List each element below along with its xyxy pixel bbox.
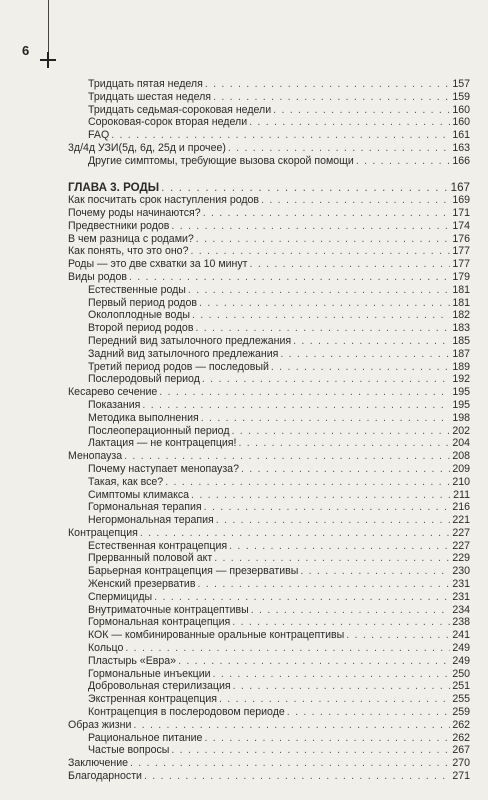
toc-entry-title: Гормональные инъекции — [88, 667, 211, 680]
toc-entry-title: Предвестники родов — [68, 219, 170, 232]
toc-entry — [68, 578, 470, 591]
dot-leader — [142, 399, 450, 412]
toc-entry-page: 216 — [452, 501, 470, 514]
toc-entry-page: 177 — [452, 258, 470, 271]
toc-entry-title: Передний вид затылочного предлежания — [88, 334, 292, 347]
dot-leader — [251, 604, 450, 617]
toc-entry-page: 159 — [452, 90, 470, 103]
dot-leader — [202, 373, 450, 386]
dot-leader — [197, 578, 450, 591]
toc-entry-title: Спермициды — [88, 590, 153, 603]
toc-entry — [68, 284, 470, 297]
toc-entry-page: 204 — [452, 437, 470, 450]
toc-entry — [68, 142, 470, 155]
toc-entry-title: Третий период родов — последовый — [88, 360, 269, 373]
toc-entry-title: Симптомы климакса — [88, 488, 190, 501]
dot-leader — [250, 258, 450, 271]
toc-entry — [68, 271, 470, 284]
toc-entry-title: Частые вопросы — [88, 744, 170, 757]
toc-entry-page: 227 — [452, 526, 470, 539]
toc-entry-page: 241 — [452, 629, 470, 642]
toc-entry-page: 249 — [452, 654, 470, 667]
toc-entry — [68, 297, 470, 310]
dot-leader — [154, 591, 450, 604]
toc-entry-title: Методика выполнения — [88, 411, 199, 424]
toc-entry-title: Такая, как все? — [88, 475, 164, 488]
toc-entry — [68, 757, 470, 770]
toc-entry-title: Экстренная контрацепция — [88, 693, 218, 706]
toc-entry-title: Рациональное питание — [88, 731, 203, 744]
dot-leader — [233, 680, 450, 693]
toc-entry — [68, 616, 470, 629]
toc-entry-title: Кольцо — [88, 642, 124, 655]
toc-entry — [68, 591, 470, 604]
toc-entry-title: Второй период родов — [88, 322, 194, 335]
dot-leader — [204, 732, 450, 745]
dot-leader — [124, 450, 450, 463]
toc-entry-page: 231 — [452, 590, 470, 603]
dot-leader — [280, 348, 450, 361]
dot-leader — [216, 514, 450, 527]
toc-entry-page: 255 — [452, 693, 470, 706]
toc-entry — [68, 501, 470, 514]
toc-entry — [68, 527, 470, 540]
toc-entry-page: 179 — [452, 270, 470, 283]
toc-entry-page: 202 — [452, 424, 470, 437]
toc-entry-page: 160 — [452, 116, 470, 129]
toc-entry-page: 271 — [452, 770, 470, 783]
toc-entry-title: Как понять, что это оно? — [68, 245, 189, 258]
dot-leader — [191, 489, 450, 502]
toc-entry — [68, 629, 470, 642]
toc-entry-page: 250 — [452, 667, 470, 680]
dot-leader — [249, 116, 450, 129]
toc-entry-page: 157 — [452, 78, 470, 90]
dot-leader — [161, 181, 449, 195]
dot-leader — [356, 155, 450, 168]
dot-leader — [293, 335, 450, 348]
toc-entry-page: 259 — [452, 706, 470, 719]
dot-leader — [213, 91, 450, 104]
toc-entry-page: 176 — [452, 232, 470, 245]
toc-entry — [68, 719, 470, 732]
toc-entry — [68, 604, 470, 617]
toc-entry-title: Тридцать шестая неделя — [88, 90, 212, 103]
toc-entry — [68, 399, 470, 412]
dot-leader — [232, 425, 450, 438]
toc-entry-title: Послеродовый период — [88, 373, 200, 386]
toc-entry — [68, 104, 470, 117]
dot-leader — [300, 565, 450, 578]
plus-mark-icon — [40, 52, 56, 68]
toc-entry-page: 192 — [452, 373, 470, 386]
toc-entry-page: 231 — [452, 578, 470, 591]
toc-entry — [68, 680, 470, 693]
dot-leader — [273, 104, 450, 117]
toc-entry-page: 208 — [452, 450, 470, 463]
toc-entry-page: 198 — [452, 411, 470, 424]
toc-entry — [68, 155, 470, 168]
dot-leader — [271, 361, 450, 374]
toc-entry-title: Естественная контрацепция — [88, 539, 228, 552]
toc-entry — [68, 233, 470, 246]
toc-entry — [68, 732, 470, 745]
toc-entry — [68, 361, 470, 374]
dot-leader — [241, 463, 450, 476]
toc-entry-title: Женский презерватив — [88, 578, 196, 591]
toc-entry-page: 167 — [450, 180, 470, 194]
toc-entry — [68, 373, 470, 386]
toc-entry — [68, 348, 470, 361]
toc-entry-title: Показания — [88, 398, 141, 411]
dot-leader — [232, 616, 450, 629]
dot-leader — [196, 233, 450, 246]
toc-entry — [68, 655, 470, 668]
toc-entry-page: 182 — [452, 309, 470, 322]
toc-entry-page: 209 — [452, 462, 470, 475]
toc-entry-title: Благодарности — [68, 770, 142, 783]
toc-entry — [68, 463, 470, 476]
toc-entry-page: 161 — [452, 129, 470, 142]
dot-leader — [140, 527, 450, 540]
dot-leader — [111, 129, 450, 142]
toc-entry-title: Внутриматочные контрацептивы — [88, 603, 249, 616]
toc-entry-title: Кесарево сечение — [68, 386, 158, 399]
dot-leader — [125, 642, 450, 655]
toc-entry — [68, 412, 470, 425]
toc-entry-title: Тридцать пятая неделя — [88, 78, 203, 90]
toc-entry-page: 189 — [452, 360, 470, 373]
toc-entry-page: 270 — [452, 757, 470, 770]
toc-entry-page: 169 — [452, 194, 470, 207]
dot-leader — [204, 501, 450, 514]
toc-entry-title: Добровольная стерилизация — [88, 680, 231, 693]
toc-entry-page: 234 — [452, 603, 470, 616]
toc-entry — [68, 194, 470, 207]
toc-entry-title: Менопауза — [68, 450, 123, 463]
toc-entry — [68, 706, 470, 719]
toc-entry-page: 166 — [452, 154, 470, 167]
toc-entry-title: Пластырь «Евра» — [88, 654, 177, 667]
toc-entry-page: 210 — [452, 475, 470, 488]
toc-entry-page: 227 — [452, 539, 470, 552]
toc-entry-title: Тридцать седьмая-сороковая недели — [88, 103, 272, 116]
toc-entry — [68, 129, 470, 142]
dot-leader — [213, 668, 450, 681]
toc-entry — [68, 476, 470, 489]
toc-entry — [68, 514, 470, 527]
toc-entry-title: FAQ — [88, 129, 110, 142]
toc-entry — [68, 489, 470, 502]
toc-entry-title: Барьерная контрацепция — презервативы — [88, 565, 299, 578]
toc-entry — [68, 116, 470, 129]
toc-entry-title: Лактация — не контрацепция! — [88, 437, 237, 450]
toc-entry-page: 211 — [453, 488, 470, 501]
toc-entry-page: 181 — [452, 296, 470, 309]
dot-leader — [205, 78, 450, 91]
dot-leader — [159, 386, 450, 399]
toc-entry-title: Другие симптомы, требующие вызова скорой помощи — [88, 154, 354, 167]
toc-entry-page: 195 — [452, 386, 470, 399]
toc-entry-page: 195 — [452, 398, 470, 411]
dot-leader — [190, 245, 450, 258]
toc-entry-page: 249 — [452, 642, 470, 655]
dot-leader — [238, 437, 450, 450]
toc-entry-title: Почему роды начинаются? — [68, 206, 201, 219]
toc-entry-page: 171 — [452, 206, 470, 219]
toc-entry-page: 185 — [452, 334, 470, 347]
dot-leader — [201, 412, 450, 425]
toc-entry-title: Контрацепция в послеродовом периоде — [88, 706, 285, 719]
toc-entry-page: 183 — [452, 322, 470, 335]
dot-leader — [165, 476, 450, 489]
dot-leader — [178, 655, 450, 668]
toc-entry-title: Почему наступает менопауза? — [88, 462, 239, 475]
toc-entry — [68, 220, 470, 233]
toc-entry-page: 160 — [452, 103, 470, 116]
toc-entry — [68, 386, 470, 399]
dot-leader — [130, 757, 450, 770]
toc-entry — [68, 425, 470, 438]
toc-entry-title: Прерванный половой акт — [88, 552, 213, 565]
toc-entry — [68, 668, 470, 681]
dot-leader — [171, 744, 450, 757]
toc-entry-title: Задний вид затылочного предлежания — [88, 347, 279, 360]
toc-entry — [68, 565, 470, 578]
toc-entry-title: Гормональная терапия — [88, 501, 202, 514]
table-of-contents — [68, 78, 470, 783]
dot-leader — [199, 297, 450, 310]
toc-entry-title: Виды родов — [68, 270, 127, 283]
toc-entry-page: 187 — [452, 347, 470, 360]
toc-entry — [68, 744, 470, 757]
toc-entry-page: 262 — [452, 718, 470, 731]
toc-entry-title: Как посчитать срок наступления родов — [68, 194, 260, 207]
dot-leader — [171, 220, 450, 233]
toc-entry-page: 177 — [452, 245, 470, 258]
toc-entry-title: Гормональная контрацепция — [88, 616, 231, 629]
toc-entry-title: Заключение — [68, 757, 129, 770]
toc-entry-title: КОК — комбинированные оральные контрацептивы — [88, 629, 345, 642]
toc-entry-title: В чем разница с родами? — [68, 232, 194, 245]
toc-entry — [68, 642, 470, 655]
toc-entry-title: Послеоперационный период — [88, 424, 230, 437]
dot-leader — [261, 194, 450, 207]
toc-entry — [68, 770, 470, 783]
toc-entry — [68, 207, 470, 220]
toc-entry-title: 3д/4д УЗИ(5д, 6д, 25д и прочее) — [68, 141, 226, 154]
toc-entry-title: Контрацепция — [68, 526, 138, 539]
toc-entry — [68, 309, 470, 322]
toc-entry-title: Сороковая-сорок вторая недели — [88, 116, 248, 129]
toc-entry — [68, 322, 470, 335]
toc-entry-page: 238 — [452, 616, 470, 629]
dot-leader — [346, 629, 450, 642]
toc-entry — [68, 245, 470, 258]
toc-entry-page: 230 — [452, 565, 470, 578]
dot-leader — [219, 693, 450, 706]
toc-entry-title: Роды — это две схватки за 10 минут — [68, 258, 248, 271]
toc-entry — [68, 693, 470, 706]
dot-leader — [129, 271, 450, 284]
toc-entry — [68, 540, 470, 553]
dot-leader — [228, 142, 450, 155]
toc-entry-title: Образ жизни — [68, 718, 132, 731]
dot-leader — [214, 552, 450, 565]
toc-entry — [68, 335, 470, 348]
toc-entry-page: 181 — [452, 283, 470, 296]
toc-entry-title: Негормональная терапия — [88, 514, 214, 527]
toc-entry-page: 267 — [452, 744, 470, 757]
toc-entry — [68, 552, 470, 565]
dot-leader — [229, 540, 450, 553]
toc-entry-page: 251 — [452, 680, 470, 693]
dot-leader — [195, 322, 450, 335]
toc-entry-page: 163 — [452, 141, 470, 154]
dot-leader — [203, 207, 450, 220]
toc-entry-page: 262 — [452, 731, 470, 744]
toc-entry — [68, 91, 470, 104]
toc-entry-page: 174 — [452, 219, 470, 232]
toc-entry-title: Первый период родов — [88, 296, 197, 309]
toc-entry-title: Естественные роды — [88, 283, 186, 296]
dot-leader — [188, 284, 450, 297]
toc-entry — [68, 437, 470, 450]
toc-entry — [68, 78, 470, 91]
toc-entry-title: Околоплодные воды — [88, 309, 190, 322]
page-number: 6 — [22, 43, 30, 58]
toc-entry-page: 221 — [452, 514, 470, 527]
toc-entry — [68, 258, 470, 271]
toc-entry-page: 229 — [452, 552, 470, 565]
toc-entry — [68, 450, 470, 463]
toc-chapter-heading — [68, 181, 470, 195]
dot-leader — [192, 309, 450, 322]
dot-leader — [287, 706, 450, 719]
dot-leader — [133, 719, 450, 732]
toc-entry-title: ГЛАВА 3. РОДЫ — [68, 180, 160, 194]
dot-leader — [144, 770, 450, 783]
